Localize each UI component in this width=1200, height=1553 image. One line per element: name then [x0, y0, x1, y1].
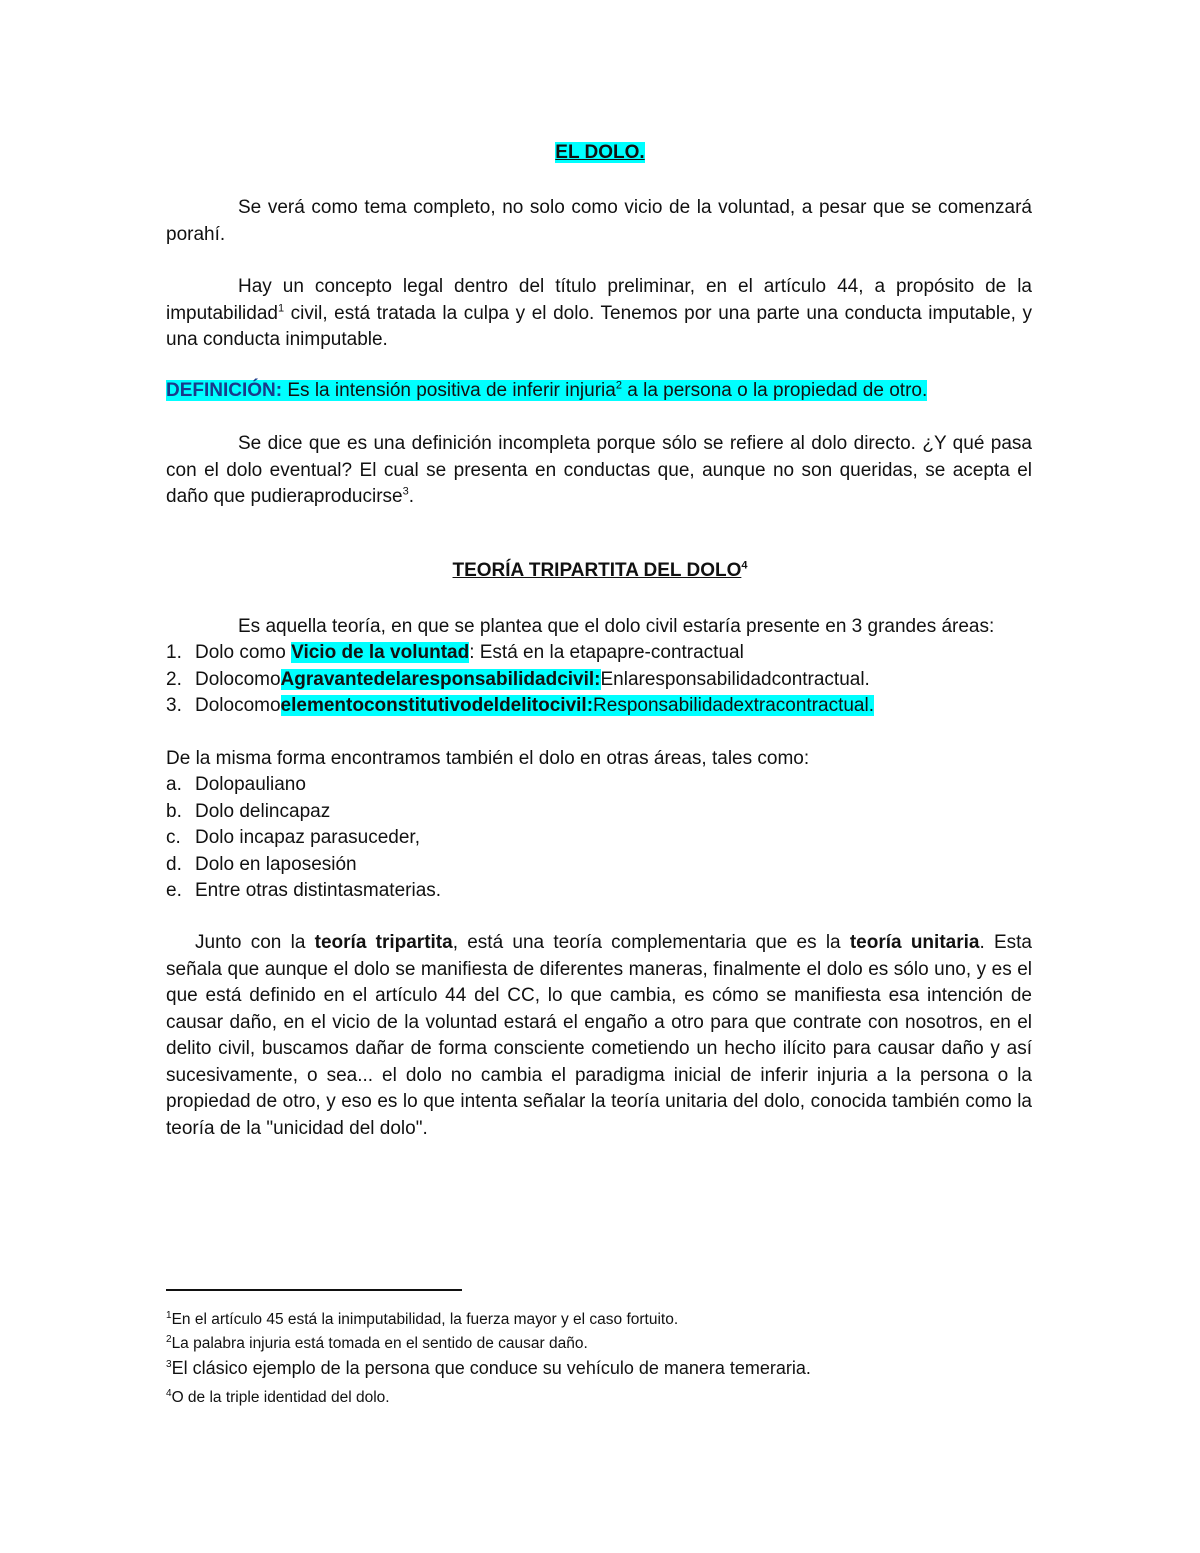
list-item-text: Dolo delincapaz — [195, 800, 331, 822]
paragraph-unitary-bold-2: teoría unitaria — [849, 932, 980, 953]
definition-text-a: Es la intensión positiva de inferir injuria — [282, 380, 616, 401]
list-item-bold: elementoconstitutivodeldelitocivil: — [280, 695, 594, 716]
paragraph-unitary-text-a: Junto con la — [195, 932, 315, 953]
footnote-1 — [166, 1310, 1066, 1330]
footnote-text: El clásico ejemplo de la persona que conduce su vehículo de manera temeraria. — [171, 1358, 811, 1378]
list-item-text: Dolopauliano — [195, 774, 306, 795]
tripartite-intro — [166, 614, 1032, 641]
list-item-text: Dolo incapaz parasuceder, — [195, 827, 420, 848]
paragraph-unitary-text-d: . Esta señala que aunque el dolo se manifiesta de diferentes maneras, finalmente el dolo es sólo uno, y es el que está definido en el artículo 44 del CC, lo que cambia, es cómo se manifiesta esa intención de causar daño, en el vicio de la voluntad estará el engaño a otro para que contrate con nosotros, en el delito civil, buscamos dañar de forma consciente cometiendo un hecho ilícito para causar daño y así sucesivamente, o sea... el dolo no cambia el paradigma inicial de inferir injuria a la persona o la propiedad de otro, y eso es lo que intenta señalar la teoría unitaria del dolo, conocida también como la teoría de la "unicidad del dolo". — [166, 932, 1032, 1139]
footnote-2 — [166, 1334, 1066, 1354]
list-item-text: Entre otras distintasmaterias. — [195, 880, 442, 901]
footnote-3 — [166, 1358, 1066, 1378]
others-intro-text: De la misma forma encontramos también el dolo en otras áreas, tales como: — [166, 748, 810, 769]
list-marker: e. — [166, 880, 182, 901]
list-item-post: Enlaresponsabilidadcontractual. — [600, 668, 870, 690]
paragraph-concept — [166, 274, 1032, 354]
list-marker: d. — [166, 853, 182, 875]
list-marker: a. — [166, 774, 182, 795]
paragraph-concept-text-a: Hay un concepto legal dentro del título preliminar, en el artículo 44, a propósito de la imputabilidad — [166, 276, 1032, 324]
definition-label: DEFINICIÓN: — [166, 380, 283, 401]
list-item-pre: Dolo como — [195, 642, 292, 663]
list-item — [166, 772, 1032, 799]
list-item — [166, 693, 1032, 720]
others-list — [166, 772, 1032, 905]
footnote-text: O de la triple identidad del dolo. — [171, 1389, 390, 1406]
definition-text-b: a la persona o la propiedad de otro. — [621, 380, 928, 401]
list-marker: 1. — [166, 642, 182, 663]
footnote-ref-2[interactable]: 2 — [615, 379, 622, 392]
tripartite-list — [166, 640, 1032, 720]
paragraph-intro-text: Se verá como tema completo, no solo como vicio de la voluntad, a pesar que se comenzará porahí. — [166, 197, 1032, 245]
definition — [166, 378, 1032, 405]
footnote-4 — [166, 1388, 1066, 1408]
footnote-text: En el artículo 45 está la inimputabilidad, la fuerza mayor y el caso fortuito. — [171, 1311, 679, 1328]
list-item-pre: Dolocomo — [195, 668, 281, 690]
paragraph-unitary-bold-1: teoría tripartita — [314, 932, 453, 953]
list-item-pre: Dolocomo — [195, 695, 281, 716]
footnote-ref-4[interactable]: 4 — [741, 559, 748, 572]
footnote-marker: 3 — [166, 1359, 172, 1370]
list-item — [166, 878, 1032, 905]
paragraph-unitary-text-c: , está una teoría complementaria que es la — [452, 932, 850, 953]
list-marker: b. — [166, 800, 182, 822]
paragraph-unitary — [166, 930, 1032, 1142]
paragraph-incomplete — [166, 431, 1032, 511]
list-marker: 3. — [166, 695, 182, 716]
list-marker: 2. — [166, 668, 182, 690]
list-item-bold: Agravantedelaresponsabilidadcivil: — [280, 668, 601, 690]
footnote-marker: 4 — [166, 1387, 172, 1399]
list-item-text: Dolo en laposesión — [195, 853, 357, 875]
section-title — [0, 560, 1200, 582]
footnote-separator — [166, 1289, 462, 1291]
list-item — [166, 852, 1032, 879]
list-item-bold: Vicio de la voluntad — [291, 642, 470, 663]
footnote-ref-1[interactable]: 1 — [277, 302, 285, 315]
tripartite-intro-text: Es aquella teoría, en que se plantea que el dolo civil estaría presente en 3 grandes áreas: — [238, 616, 995, 637]
paragraph-incomplete-text-a: Se dice que es una definición incompleta porque sólo se refiere al dolo directo. ¿Y qué pasa con el dolo eventual? El cual se presenta en conductas que, aunque no son queridas, se acepta el daño que pudieraproducirse — [166, 433, 1032, 507]
list-marker: c. — [166, 827, 181, 848]
others-intro — [166, 746, 1032, 773]
section-title-text: TEORÍA TRIPARTITA DEL DOLO — [452, 560, 742, 581]
footnote-marker: 2 — [166, 1333, 172, 1345]
title-text: EL DOLO. — [555, 142, 645, 163]
list-item — [166, 825, 1032, 852]
definition-highlight — [166, 380, 927, 401]
paragraph-concept-text-b: civil, está tratada la culpa y el dolo. Tenemos por una parte una conducta imputable, y una conducta inimputable. — [166, 302, 1032, 350]
list-item — [166, 667, 1032, 694]
footnote-text: La palabra injuria está tomada en el sentido de causar daño. — [171, 1335, 588, 1352]
page-title — [0, 142, 1200, 164]
list-item — [166, 640, 1032, 667]
list-item-post: Responsabilidadextracontractual. — [593, 695, 874, 716]
paragraph-incomplete-text-b: . — [408, 486, 415, 507]
list-item — [166, 799, 1032, 826]
paragraph-intro — [166, 195, 1032, 248]
footnote-ref-3[interactable]: 3 — [402, 485, 409, 498]
list-item-post: : Está en la etapapre-contractual — [469, 642, 744, 663]
footnote-marker: 1 — [166, 1309, 172, 1321]
